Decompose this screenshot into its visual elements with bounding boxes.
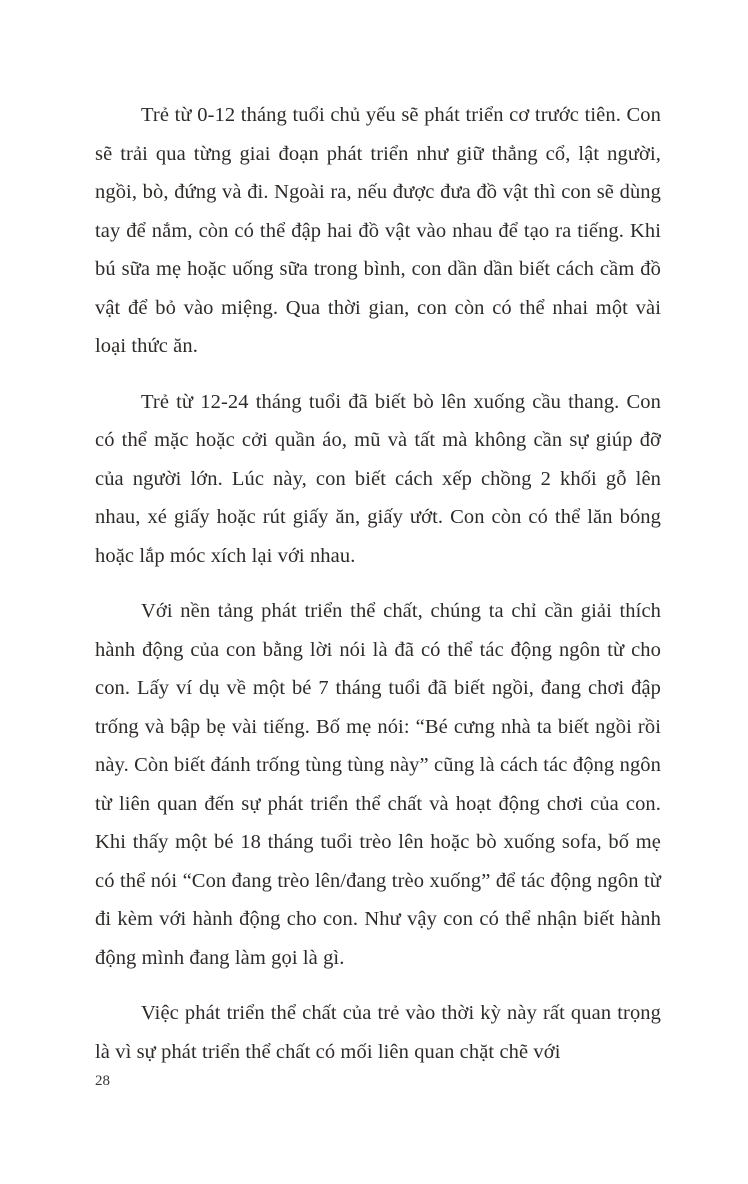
paragraph-language-interaction: Với nền tảng phát triển thể chất, chúng ta chỉ cần giải thích hành động của con bằng lời nói là đã có thể tác động ngôn từ cho con. Lấy ví dụ về một bé 7 tháng tuổi đã biết ngồi, đang chơi đập trống và bập bẹ vài tiếng. Bố mẹ nói: “Bé cưng nhà ta biết ngồi rồi này. Còn biết đánh trống tùng tùng này” cũng là cách tác động ngôn từ liên quan đến sự phát triển thể chất và hoạt động chơi của con. Khi thấy một bé 18 tháng tuổi trèo lên hoặc bò xuống sofa, bố mẹ có thể nói “Con đang trèo lên/đang trèo xuống” để tác động ngôn từ đi kèm với hành động cho con. Như vậy con có thể nhận biết hành động mình đang làm gọi là gì. bbox=[95, 600, 661, 969]
paragraph-development-12-24-months: Trẻ từ 12-24 tháng tuổi đã biết bò lên xuống cầu thang. Con có thể mặc hoặc cởi quần áo, mũ và tất mà không cần sự giúp đỡ của người lớn. Lúc này, con biết cách xếp chồng 2 khối gỗ lên nhau, xé giấy hoặc rút giấy ăn, giấy ướt. Con còn có thể lăn bóng hoặc lắp móc xích lại với nhau. bbox=[95, 390, 661, 567]
page-content bbox=[95, 96, 661, 1088]
paragraph-importance-physical-development: Việc phát triển thể chất của trẻ vào thời kỳ này rất quan trọng là vì sự phát triển thể chất có mối liên quan chặt chẽ với bbox=[95, 1002, 661, 1063]
paragraph-development-0-12-months: Trẻ từ 0-12 tháng tuổi chủ yếu sẽ phát triển cơ trước tiên. Con sẽ trải qua từng giai đoạn phát triển như giữ thẳng cổ, lật người, ngồi, bò, đứng và đi. Ngoài ra, nếu được đưa đồ vật thì con sẽ dùng tay để nắm, còn có thể đập hai đồ vật vào nhau để tạo ra tiếng. Khi bú sữa mẹ hoặc uống sữa trong bình, con dần dần biết cách cầm đồ vật để bỏ vào miệng. Qua thời gian, con còn có thể nhai một vài loại thức ăn. bbox=[95, 104, 661, 357]
page-number: 28 bbox=[95, 1073, 110, 1089]
